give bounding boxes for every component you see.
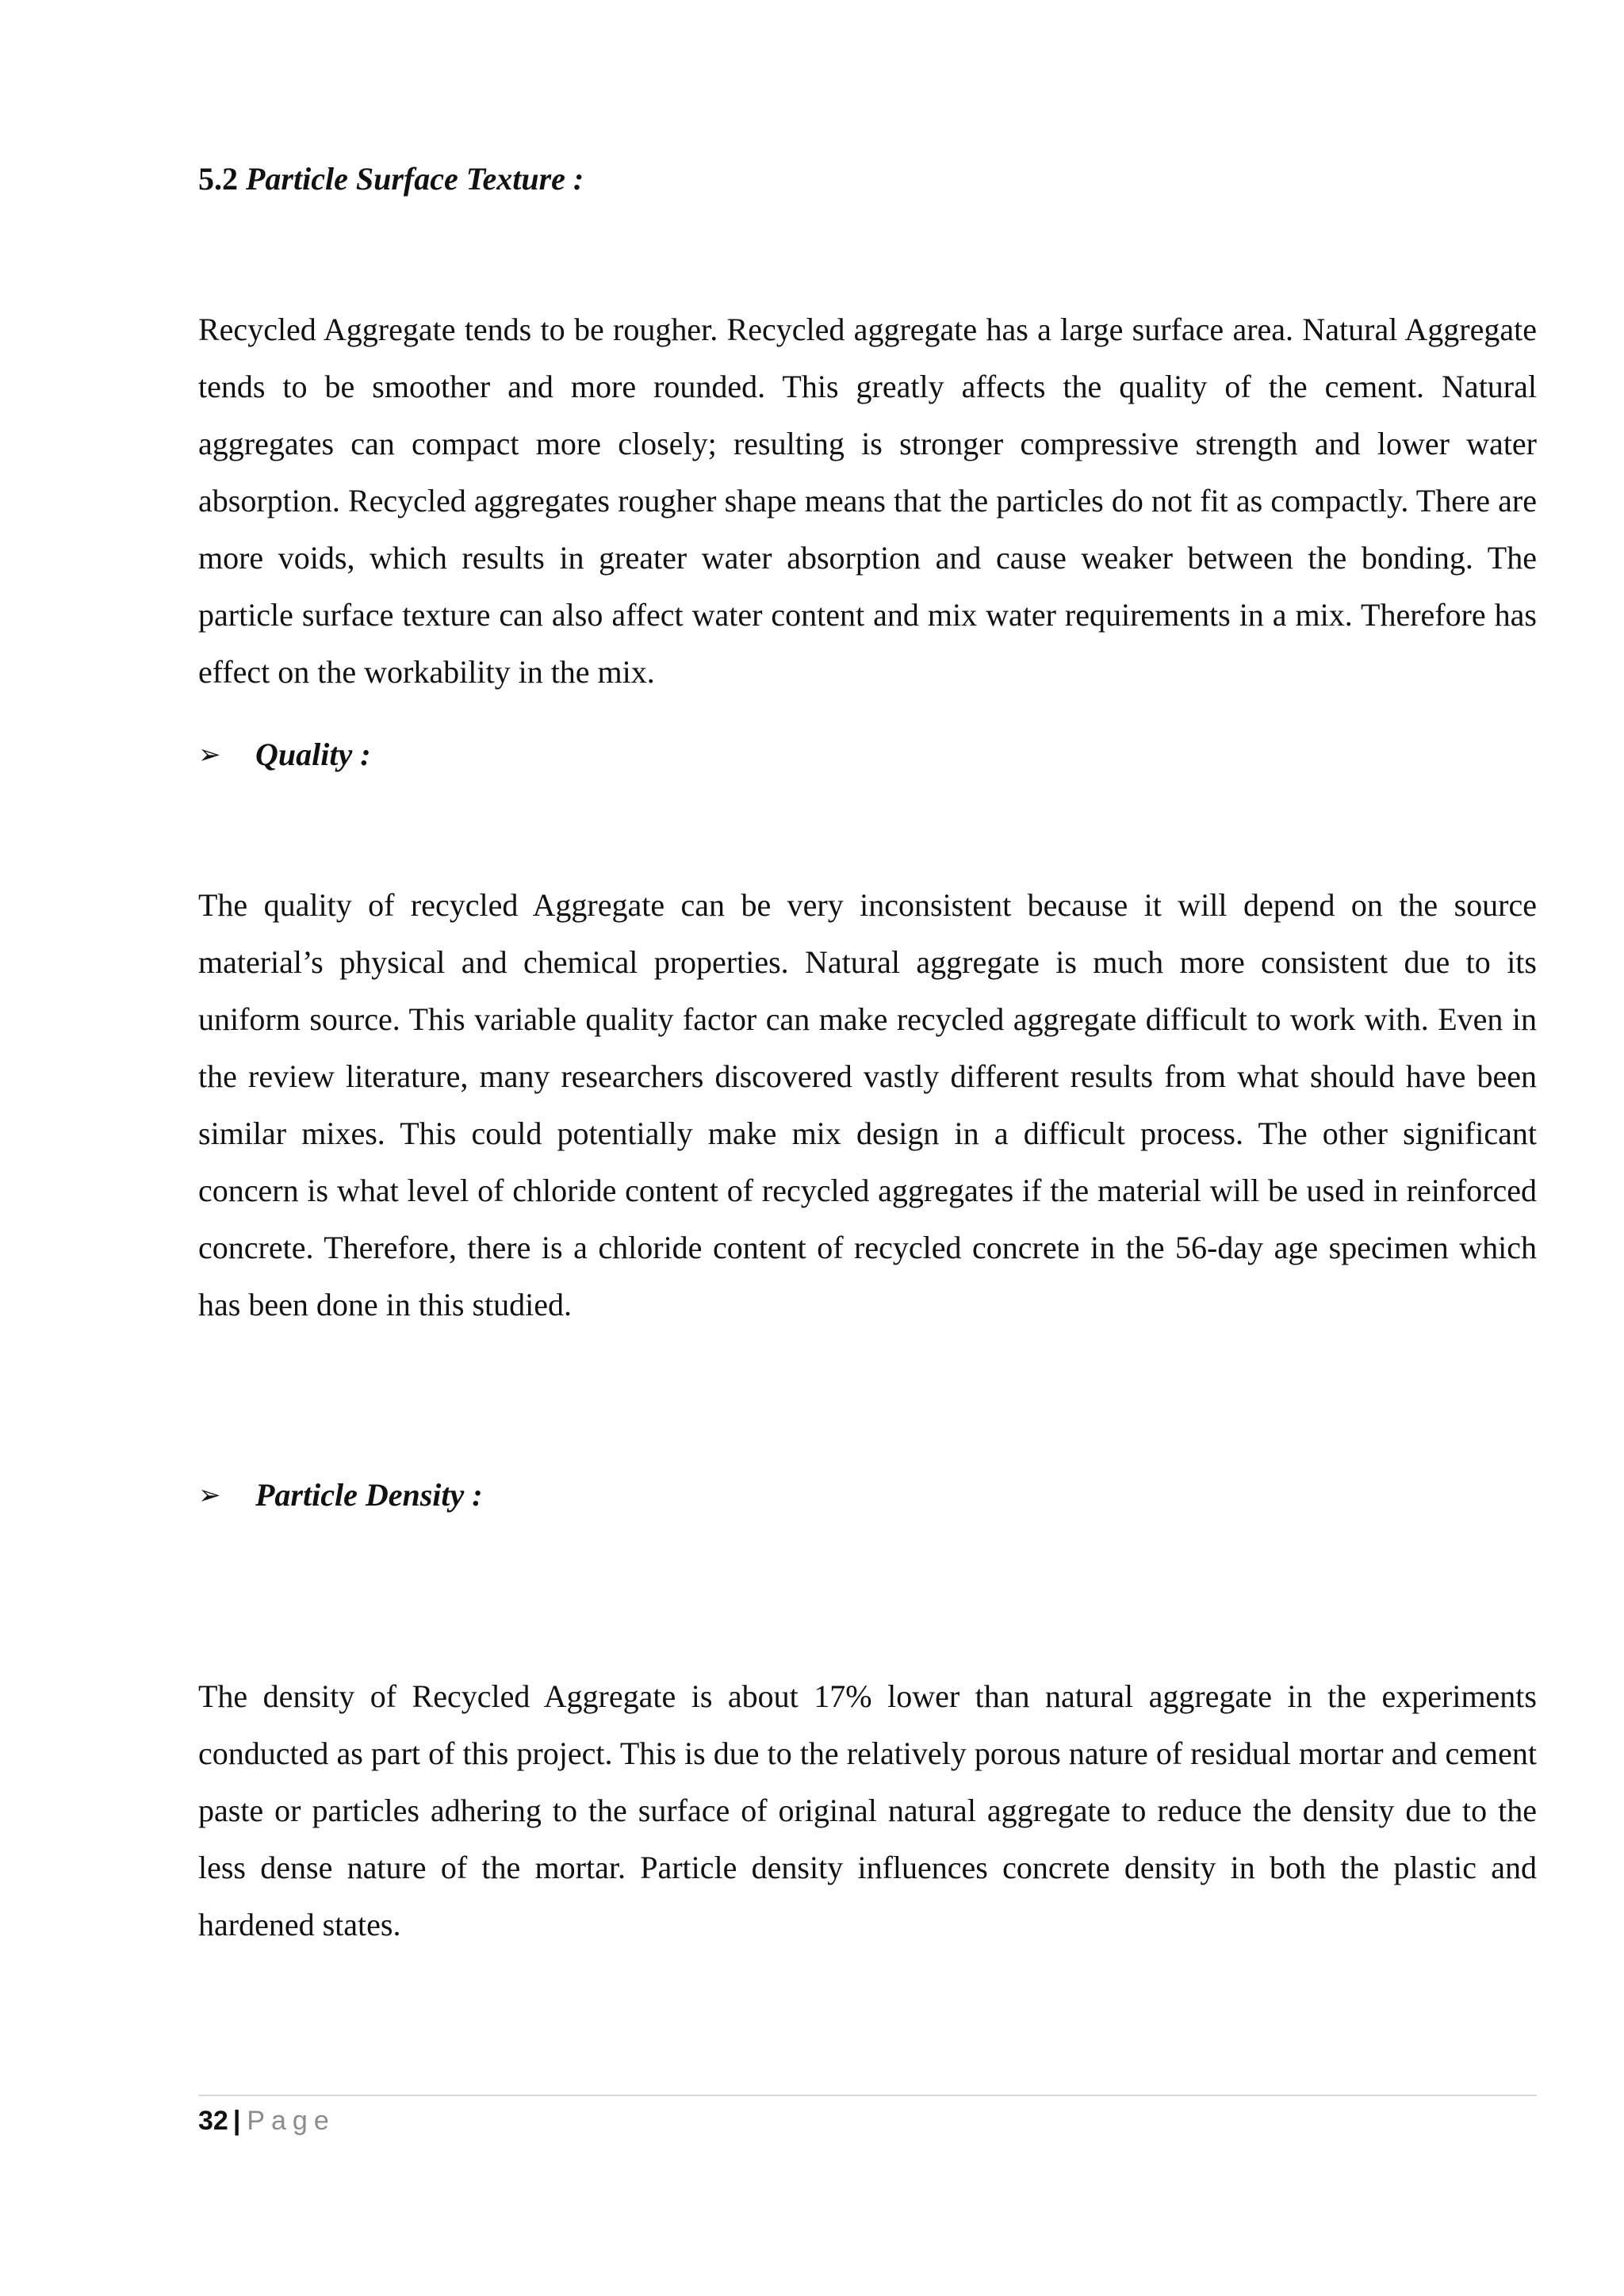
arrow-bullet-icon: ➢ — [198, 739, 221, 771]
bullet-quality — [198, 731, 371, 779]
footer-divider — [198, 2095, 1537, 2096]
bullet-particle-density — [198, 1471, 483, 1519]
footer-separator: | — [232, 2106, 241, 2136]
page-number: 32 — [198, 2106, 228, 2136]
paragraph-surface-texture: Recycled Aggregate tends to be rougher. Recycled aggregate has a large surface area. Natural Aggregate tends to be smoother and more rounded. This greatly affects the quality of the cement. Natural aggregates can compact more closely; resulting is stronger compressive strength and lower water absorption. Recycled aggregates rougher shape means that the particles do not fit as compactly. There are more voids, which results in greater water absorption and cause weaker between the bonding. The particle surface texture can also affect water content and mix water requirements in a mix. Therefore has effect on the workability in the mix. — [198, 312, 1537, 690]
section-heading — [198, 155, 584, 203]
arrow-bullet-icon: ➢ — [198, 1479, 221, 1511]
section-title: Particle Surface Texture : — [246, 161, 584, 197]
section-number: 5.2 — [198, 161, 238, 197]
paragraph-quality: The quality of recycled Aggregate can be very inconsistent because it will depend on the source material’s physical and chemical properties. Natural aggregate is much more consistent due to its uniform source. This variable quality factor can make recycled aggregate difficult to work with. Even in the review literature, many researchers discovered vastly different results from what should have been similar mixes. This could potentially make mix design in a difficult process. The other significant concern is what level of chloride content of recycled aggregates if the material will be used in reinforced concrete. Therefore, there is a chloride content of recycled concrete in the 56-day age specimen which has been done in this studied. — [198, 887, 1537, 1322]
bullet-particle-density-label: Particle Density : — [255, 1477, 483, 1513]
bullet-quality-label: Quality : — [255, 737, 371, 772]
page-footer — [198, 2103, 335, 2139]
page-label: Page — [247, 2106, 335, 2136]
paragraph-particle-density: The density of Recycled Aggregate is about 17% lower than natural aggregate in the experiments conducted as part of this project. This is due to the relatively porous nature of residual mortar and cement paste or particles adhering to the surface of original natural aggregate to reduce the density due to the less dense nature of the mortar. Particle density influences concrete density in both the plastic and hardened states. — [198, 1678, 1537, 1942]
